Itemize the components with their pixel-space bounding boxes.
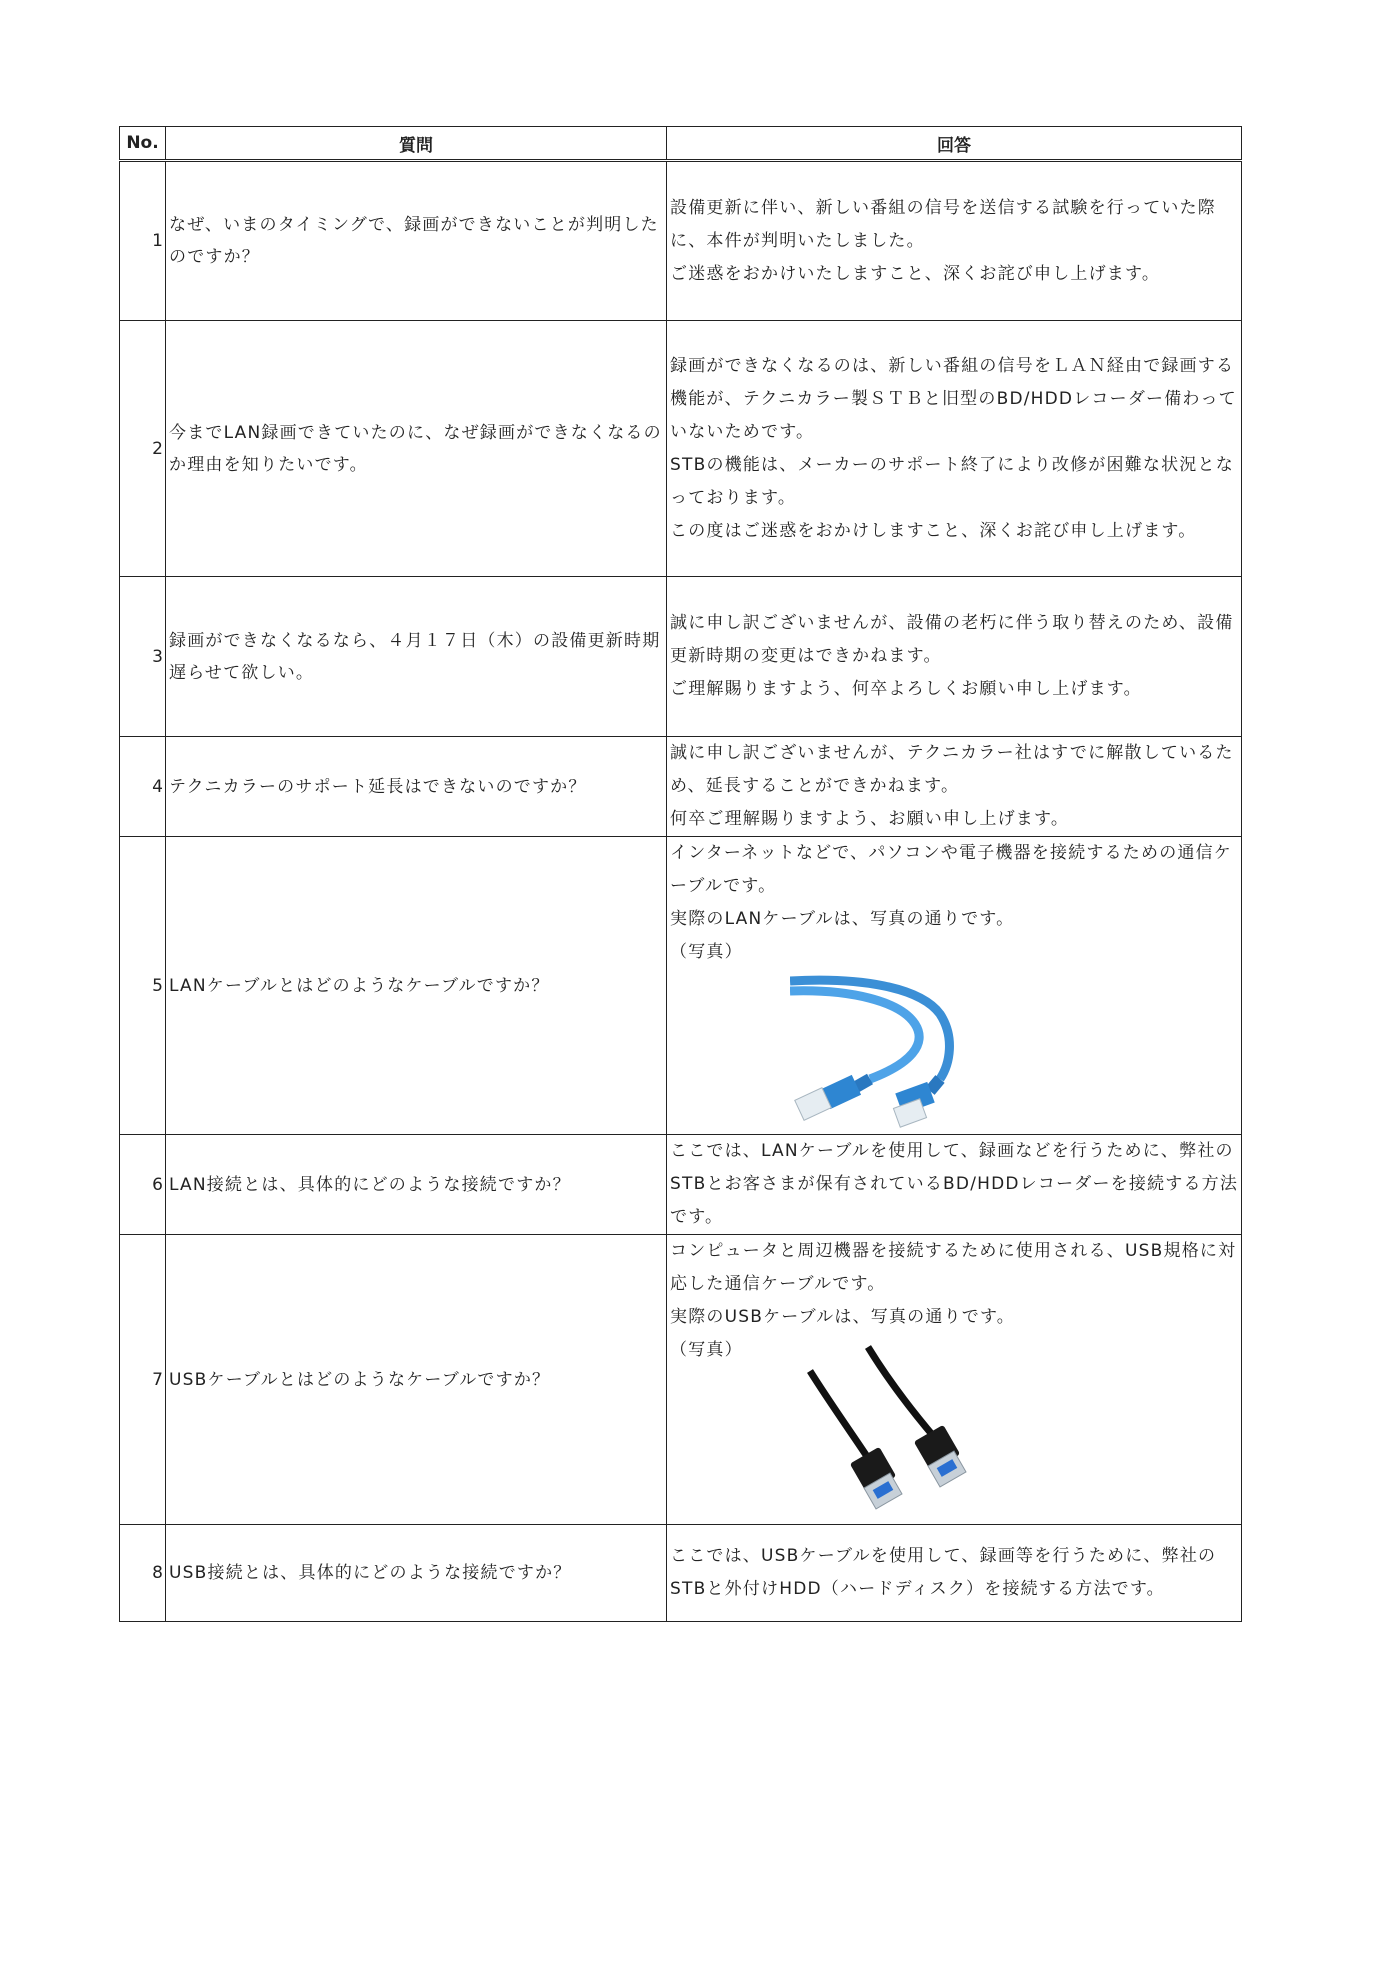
table-row xyxy=(120,1235,1242,1525)
question-cell: なぜ、いまのタイミングで、録画ができないことが判明したのですか？ xyxy=(166,161,667,321)
faq-table xyxy=(119,126,1242,1622)
table-row xyxy=(120,737,1242,837)
answer-line: 実際のLANケーブルは、写真の通りです。 xyxy=(670,909,1015,929)
question-cell: 今までLAN録画できていたのに、なぜ録画ができなくなるのか理由を知りたいです。 xyxy=(166,321,667,577)
answer-line: ここでは、USBケーブルを使用して、録画等を行うために、弊社のSTBと外付けHDD（ハードディスク）を接続する方法です。 xyxy=(670,1546,1217,1599)
table-row xyxy=(120,321,1242,577)
lan-cable-photo xyxy=(790,969,990,1134)
answer-line: （写真） xyxy=(670,1340,743,1360)
answer-line: この度はご迷惑をおかけしますこと、深くお詫び申し上げます。 xyxy=(670,520,1197,541)
header-answer: 回答 xyxy=(667,127,1242,161)
answer-line: ご迷惑をおかけいたしますこと、深くお詫び申し上げます。 xyxy=(670,263,1161,284)
row-number: 8 xyxy=(120,1525,166,1622)
answer-line: 録画ができなくなるのは、新しい番組の信号をＬＡＮ経由で録画する機能が、テクニカラー製ＳＴＢと旧型のBD/HDDレコーダー備わっていないためです。 xyxy=(670,355,1237,442)
answer-cell xyxy=(667,1525,1242,1622)
row-number: 1 xyxy=(120,161,166,321)
answer-cell xyxy=(667,737,1242,837)
question-cell: LAN接続とは、具体的にどのような接続ですか？ xyxy=(166,1135,667,1235)
answer-line: インターネットなどで、パソコンや電子機器を接続するための通信ケーブルです。 xyxy=(670,843,1232,896)
table-row xyxy=(120,577,1242,737)
answer-cell xyxy=(667,1135,1242,1235)
answer-line: ご理解賜りますよう、何卒よろしくお願い申し上げます。 xyxy=(670,679,1142,699)
answer-cell xyxy=(667,837,1242,1135)
answer-line: 実際のUSBケーブルは、写真の通りです。 xyxy=(670,1307,1016,1327)
row-number: 4 xyxy=(120,737,166,837)
table-row xyxy=(120,1525,1242,1622)
row-number: 6 xyxy=(120,1135,166,1235)
answer-cell xyxy=(667,321,1242,577)
answer-line: ここでは、LANケーブルを使用して、録画などを行うために、弊社のSTBとお客さまが保有されているBD/HDDレコーダーを接続する方法です。 xyxy=(670,1141,1239,1227)
answer-line: 誠に申し訳ございませんが、設備の老朽に伴う取り替えのため、設備更新時期の変更はできかねます。 xyxy=(670,613,1234,666)
answer-line: 誠に申し訳ございませんが、テクニカラー社はすでに解散しているため、延長することができかねます。 xyxy=(670,743,1234,796)
answer-cell xyxy=(667,577,1242,737)
question-cell: LANケーブルとはどのようなケーブルですか？ xyxy=(166,837,667,1135)
answer-line: （写真） xyxy=(670,942,743,962)
answer-line: STBの機能は、メーカーのサポート終了により改修が困難な状況となっております。 xyxy=(670,454,1234,508)
row-number: 2 xyxy=(120,321,166,577)
answer-line: コンピュータと周辺機器を接続するために使用される、USB規格に対応した通信ケーブルです。 xyxy=(670,1241,1237,1294)
answer-line: 設備更新に伴い、新しい番組の信号を送信する試験を行っていた際に、本件が判明いたしました。 xyxy=(670,197,1216,251)
header-no: No. xyxy=(120,127,166,161)
row-number: 7 xyxy=(120,1235,166,1525)
answer-cell xyxy=(667,1235,1242,1525)
header-row xyxy=(120,127,1242,161)
question-cell: USBケーブルとはどのようなケーブルですか？ xyxy=(166,1235,667,1525)
row-number: 3 xyxy=(120,577,166,737)
question-cell: テクニカラーのサポート延長はできないのですか？ xyxy=(166,737,667,837)
answer-cell xyxy=(667,161,1242,321)
question-cell: 録画ができなくなるなら、４月１７日（木）の設備更新時期遅らせて欲しい。 xyxy=(166,577,667,737)
table-row xyxy=(120,1135,1242,1235)
table-row xyxy=(120,161,1242,321)
question-cell: USB接続とは、具体的にどのような接続ですか？ xyxy=(166,1525,667,1622)
answer-line: 何卒ご理解賜りますよう、お願い申し上げます。 xyxy=(670,809,1070,829)
table-row xyxy=(120,837,1242,1135)
header-question: 質問 xyxy=(166,127,667,161)
usb-cable-photo xyxy=(800,1343,1000,1513)
row-number: 5 xyxy=(120,837,166,1135)
